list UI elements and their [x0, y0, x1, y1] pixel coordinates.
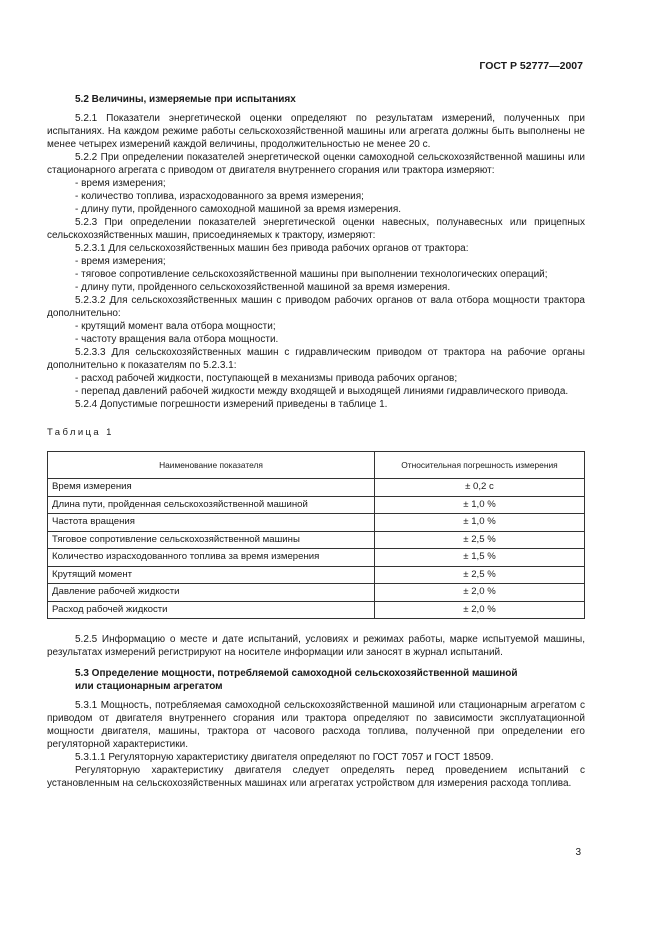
list-item: - частоту вращения вала отбора мощности. [75, 334, 279, 345]
cell-parameter-name: Крутящий момент [48, 566, 375, 583]
table-row [48, 601, 585, 618]
cell-error-value: ± 1,0 % [375, 496, 585, 513]
measurement-error-table [47, 451, 585, 619]
list-item: - длину пути, пройденного самоходной машиной за время измерения. [75, 204, 402, 215]
list-item: - крутящий момент вала отбора мощности; [75, 321, 276, 332]
cell-parameter-name: Длина пути, пройденная сельскохозяйственной машиной [48, 496, 375, 513]
paragraph-5-2-3: 5.2.3 При определении показателей энергетической оценки навесных, полунавесных или прицепных сельскохозяйственных машин, присоединяемых к трактору, измеряют: [47, 217, 585, 241]
paragraph-5-2-3-1: 5.2.3.1 Для сельскохозяйственных машин без привода рабочих органов от трактора: [75, 243, 469, 254]
cell-parameter-name: Время измерения [48, 479, 375, 496]
list-item: - количество топлива, израсходованного за время измерения; [75, 191, 364, 202]
column-header-name: Наименование показателя [48, 452, 375, 479]
paragraph-5-3-1-1: 5.3.1.1 Регуляторную характеристику двигателя определяют по ГОСТ 7057 и ГОСТ 18509. [75, 752, 494, 764]
list-item-text: - перепад давлений рабочей жидкости между входящей и выходящей линиями гидравлического привода. [75, 386, 569, 397]
section-5-2-title: 5.2 Величины, измеряемые при испытаниях [75, 94, 296, 105]
paragraph-5-2-3-3: 5.2.3.3 Для сельскохозяйственных машин с гидравлическим приводом от трактора на рабочие органы дополнительно к показателям по 5.2.3.1: [47, 347, 585, 371]
paragraph-5-2-1: 5.2.1 Показатели энергетической оценки определяют по результатам измерений, полученных при испытаниях. На каждом режиме работы сельскохозяйственной машины или агрегата должны быть выполнены не менее четырех измерений каждой величины, продолжительностью не менее 20 с. [47, 113, 585, 150]
paragraph-5-2-2: 5.2.2 При определении показателей энергетической оценки самоходной сельскохозяйственной машины или стационарного агрегата с приводом от двигателя внутреннего сгорания или трактора измеряют: [47, 152, 585, 176]
page-number: 3 [575, 847, 581, 858]
table-body [48, 479, 585, 619]
cell-error-value: ± 2,0 % [375, 584, 585, 601]
cell-parameter-name: Тяговое сопротивление сельскохозяйственной машины [48, 531, 375, 548]
paragraph-5-2-4: 5.2.4 Допустимые погрешности измерений приведены в таблице 1. [75, 399, 388, 410]
column-header-error: Относительная погрешность измерения [375, 452, 585, 479]
list-item: - расход рабочей жидкости, поступающей в механизмы привода рабочих органов; [75, 373, 458, 384]
paragraph-5-3-1: 5.3.1 Мощность, потребляемая самоходной сельскохозяйственной машиной или стационарным агрегатом с приводом от двигателя внутреннего сгорания или трактора определяют по зависимости эксплуатационной мощности двигателя, машины, трактора от часового расхода топлива, полученной при определении его регуляторной характеристики. [47, 700, 585, 751]
table-caption: Таблица 1 [47, 427, 114, 438]
list-item: - тяговое сопротивление сельскохозяйственной машины при выполнении технологических операций; [75, 269, 548, 280]
paragraph-5-3-1-1-cont: Регуляторную характеристику двигателя следует определять перед проведением испытаний с установленным на сельскохозяйственных машинах или агрегатах устройством для измерения расхода топлива. [47, 765, 585, 790]
cell-error-value: ± 0,2 с [375, 479, 585, 496]
cell-error-value: ± 2,5 % [375, 531, 585, 548]
table-row [48, 549, 585, 566]
list-item [47, 385, 585, 398]
table-header-row [48, 452, 585, 479]
list-item: - время измерения; [75, 256, 166, 267]
cell-parameter-name: Давление рабочей жидкости [48, 584, 375, 601]
section-5-3-title-cont: или стационарным агрегатом [75, 681, 223, 693]
cell-error-value: ± 1,5 % [375, 549, 585, 566]
table-row [48, 584, 585, 601]
list-item: - время измерения; [75, 178, 166, 189]
table-row [48, 531, 585, 548]
document-header: ГОСТ Р 52777—2007 [479, 60, 583, 72]
cell-error-value: ± 2,5 % [375, 566, 585, 583]
table-row [48, 496, 585, 513]
cell-parameter-name: Расход рабочей жидкости [48, 601, 375, 618]
cell-parameter-name: Количество израсходованного топлива за время измерения [48, 549, 375, 566]
table-row [48, 566, 585, 583]
paragraph-5-2-5: 5.2.5 Информацию о месте и дате испытаний, условиях и режимах работы, марке испытуемой машины, результатах измерений регистрируют на носителе информации или заносят в журнал испытаний. [47, 634, 585, 659]
page-content [47, 93, 585, 790]
table-row [48, 514, 585, 531]
list-item: - длину пути, пройденного сельскохозяйственной машиной за время измерения. [75, 282, 451, 293]
paragraph-5-2-3-2: 5.2.3.2 Для сельскохозяйственных машин с приводом рабочих органов от вала отбора мощности трактора дополнительно: [47, 295, 585, 319]
cell-error-value: ± 2,0 % [375, 601, 585, 618]
cell-parameter-name: Частота вращения [48, 514, 375, 531]
cell-error-value: ± 1,0 % [375, 514, 585, 531]
section-5-3-title: 5.3 Определение мощности, потребляемой самоходной сельскохозяйственной машиной [75, 668, 518, 680]
table-row [48, 479, 585, 496]
